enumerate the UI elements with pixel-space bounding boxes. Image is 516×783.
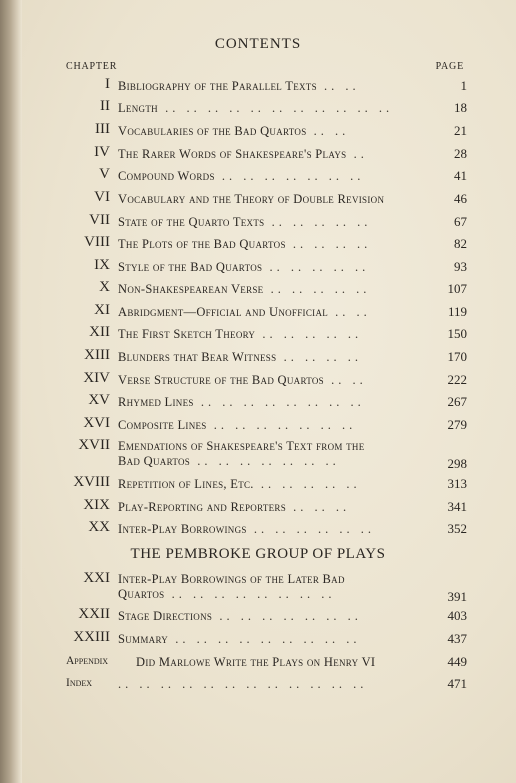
page-column-header: PAGE <box>435 61 464 72</box>
chapter-title-text: Bibliography of the Parallel Texts <box>118 79 317 93</box>
chapter-title <box>118 346 436 368</box>
page-number: 1 <box>460 78 467 93</box>
chapter-title-text: Vocabularies of the Bad Quartos <box>118 124 307 138</box>
page-number: 41 <box>454 168 467 183</box>
chapter-title <box>118 673 436 695</box>
chapter-title-text: The Rarer Words of Shakespeare's Plays <box>118 147 347 161</box>
page-number: 107 <box>447 281 467 296</box>
chapter-title <box>118 211 436 233</box>
chapter-number: XIII <box>84 347 110 363</box>
chapter-number: VI <box>94 189 110 205</box>
chapter-title-text: State of the Quarto Texts <box>118 215 265 229</box>
leader-dots: .. .. .. .. .. .. .. <box>212 609 362 623</box>
chapter-title <box>118 278 436 300</box>
page-number: 449 <box>447 654 467 669</box>
chapter-title <box>118 473 436 495</box>
chapter-title <box>118 496 436 518</box>
leader-dots: .. .. .. <box>286 500 351 514</box>
chapter-column-header: CHAPTER <box>66 61 118 72</box>
page-number: 93 <box>454 259 467 274</box>
chapter-title <box>118 256 436 278</box>
chapter-title <box>118 605 436 627</box>
page-title: CONTENTS <box>214 36 302 52</box>
chapter-title <box>118 188 436 210</box>
chapter-title-text: Composite Lines <box>118 418 207 432</box>
chapter-title <box>118 572 436 602</box>
leader-dots: .. .. .. .. .. .. <box>246 522 375 536</box>
leader-dots: .. .. .. .. .. .. .. <box>190 454 340 468</box>
page-number: 403 <box>447 608 467 623</box>
chapter-title-text: Stage Directions <box>118 609 213 623</box>
page-number: 170 <box>447 349 467 364</box>
leader-dots: .. .. .. .. .. <box>262 260 370 274</box>
chapter-number: XX <box>88 519 110 535</box>
leader-dots: .. .. .. .. .. .. .. .. .. .. .. <box>157 101 394 115</box>
page-number: 150 <box>447 326 467 341</box>
chapter-number: XIX <box>83 497 110 513</box>
chapter-title <box>118 301 436 323</box>
page-number: 18 <box>454 100 467 115</box>
chapter-number: XVII <box>78 437 110 453</box>
leader-dots: .. .. .. .. .. <box>264 215 372 229</box>
page-number: 471 <box>447 676 467 691</box>
leader-dots: .. .. .. .. <box>285 237 372 251</box>
chapter-title <box>118 143 436 165</box>
page-number: 67 <box>454 214 467 229</box>
chapter-title <box>118 414 436 436</box>
page-number: 119 <box>447 304 467 319</box>
page-number: 279 <box>447 417 467 432</box>
leader-dots: .. .. .. .. .. <box>263 282 371 296</box>
chapter-number: XXII <box>78 606 110 622</box>
chapter-number: X <box>99 279 110 295</box>
leader-dots: .. .. <box>306 124 350 138</box>
chapter-title-text: Verse Structure of the Bad Quartos <box>118 373 324 387</box>
leader-dots: .. .. .. .. .. .. .. <box>214 169 365 183</box>
chapter-title-text: Play-Reporting and Reporters <box>118 500 287 514</box>
chapter-number: IV <box>94 144 110 160</box>
chapter-title-text: Summary <box>118 632 169 646</box>
chapter-title-line1: Inter-Play Borrowings of the Later Bad <box>118 572 345 586</box>
chapter-title-line2: Bad Quartos <box>118 454 191 468</box>
page-number: 298 <box>447 456 467 471</box>
page-number: 341 <box>447 499 467 514</box>
chapter-number: I <box>105 76 110 92</box>
chapter-title-text: Style of the Bad Quartos <box>118 260 263 274</box>
chapter-title <box>118 391 436 413</box>
page-number: 82 <box>454 236 467 251</box>
chapter-title <box>118 323 436 345</box>
chapter-title-text: Did Marlowe Write the Plays on Henry VI <box>136 655 376 669</box>
chapter-title-text: Inter-Play Borrowings <box>118 522 247 536</box>
chapter-number: XVIII <box>73 474 110 490</box>
chapter-title <box>118 233 436 255</box>
chapter-number: XXIII <box>73 629 110 645</box>
chapter-title-line1: Emendations of Shakespeare's Text from the <box>118 439 365 453</box>
leader-dots: .. .. .. .. .. .. .. .. .. .. .. .. <box>118 677 368 691</box>
chapter-number: V <box>99 166 110 182</box>
leader-dots: .. .. .. .. .. .. .. .. .. <box>168 632 361 646</box>
leader-dots: .. .. .. .. .. <box>253 477 361 491</box>
chapter-title <box>118 518 436 540</box>
chapter-title-text: Rhymed Lines <box>118 395 194 409</box>
chapter-title-text: Length <box>118 101 158 115</box>
chapter-title-text: The Plots of the Bad Quartos <box>118 237 286 251</box>
chapter-number: VIII <box>84 234 110 250</box>
chapter-title <box>118 165 436 187</box>
chapter-title <box>118 439 436 469</box>
chapter-title <box>118 369 436 391</box>
page-number: 28 <box>454 146 467 161</box>
leader-dots: .. .. <box>316 79 360 93</box>
chapter-number: XIV <box>83 370 110 386</box>
chapter-title-text: Repetition of Lines, Etc. <box>118 477 254 491</box>
chapter-number: XVI <box>83 415 110 431</box>
chapter-title <box>118 97 436 119</box>
chapter-number: III <box>95 121 110 137</box>
chapter-title <box>136 651 436 673</box>
chapter-title-text: Blunders that Bear Witness <box>118 350 277 364</box>
leader-dots: .. .. .. .. <box>276 350 362 364</box>
chapter-title-text: Non-Shakespearean Verse <box>118 282 264 296</box>
page-number: 267 <box>447 394 467 409</box>
chapter-title <box>118 120 436 142</box>
leader-dots: .. .. .. .. .. <box>255 327 363 341</box>
section-heading: THE PEMBROKE GROUP OF PLAYS <box>130 546 386 562</box>
leader-dots: .. .. .. .. .. .. .. .. <box>193 395 365 409</box>
chapter-number: XV <box>88 392 110 408</box>
chapter-title-text: Compound Words <box>118 169 215 183</box>
page-number: 437 <box>447 631 467 646</box>
chapter-number: Index <box>66 677 93 689</box>
chapter-number: Appendix <box>66 655 109 667</box>
chapter-title <box>118 628 436 650</box>
chapter-number: XI <box>94 302 110 318</box>
leader-dots: .. .. <box>328 305 371 319</box>
leader-dots: .. .. .. .. .. .. .. .. <box>164 587 336 601</box>
chapter-number: II <box>100 98 110 114</box>
page-number: 21 <box>454 123 467 138</box>
chapter-title-text: Abridgment—Official and Unofficial <box>118 305 329 319</box>
page-number: 46 <box>454 191 467 206</box>
page-number: 313 <box>447 476 467 491</box>
page-number: 222 <box>447 372 467 387</box>
chapter-number: XXI <box>83 570 110 586</box>
page-number: 352 <box>447 521 467 536</box>
chapter-number: XII <box>89 324 110 340</box>
leader-dots: .. .. <box>323 373 367 387</box>
chapter-title-line2: Quartos <box>118 587 165 601</box>
chapter-number: VII <box>89 212 110 228</box>
chapter-title-text: Vocabulary and the Theory of Double Revision <box>118 192 385 206</box>
leader-dots: .. .. .. .. .. .. .. <box>206 418 357 432</box>
page-number: 391 <box>447 589 467 604</box>
chapter-number: IX <box>94 257 110 273</box>
leader-dots: .. <box>346 147 368 161</box>
chapter-title <box>118 75 436 97</box>
chapter-title-text: The First Sketch Theory <box>118 327 256 341</box>
